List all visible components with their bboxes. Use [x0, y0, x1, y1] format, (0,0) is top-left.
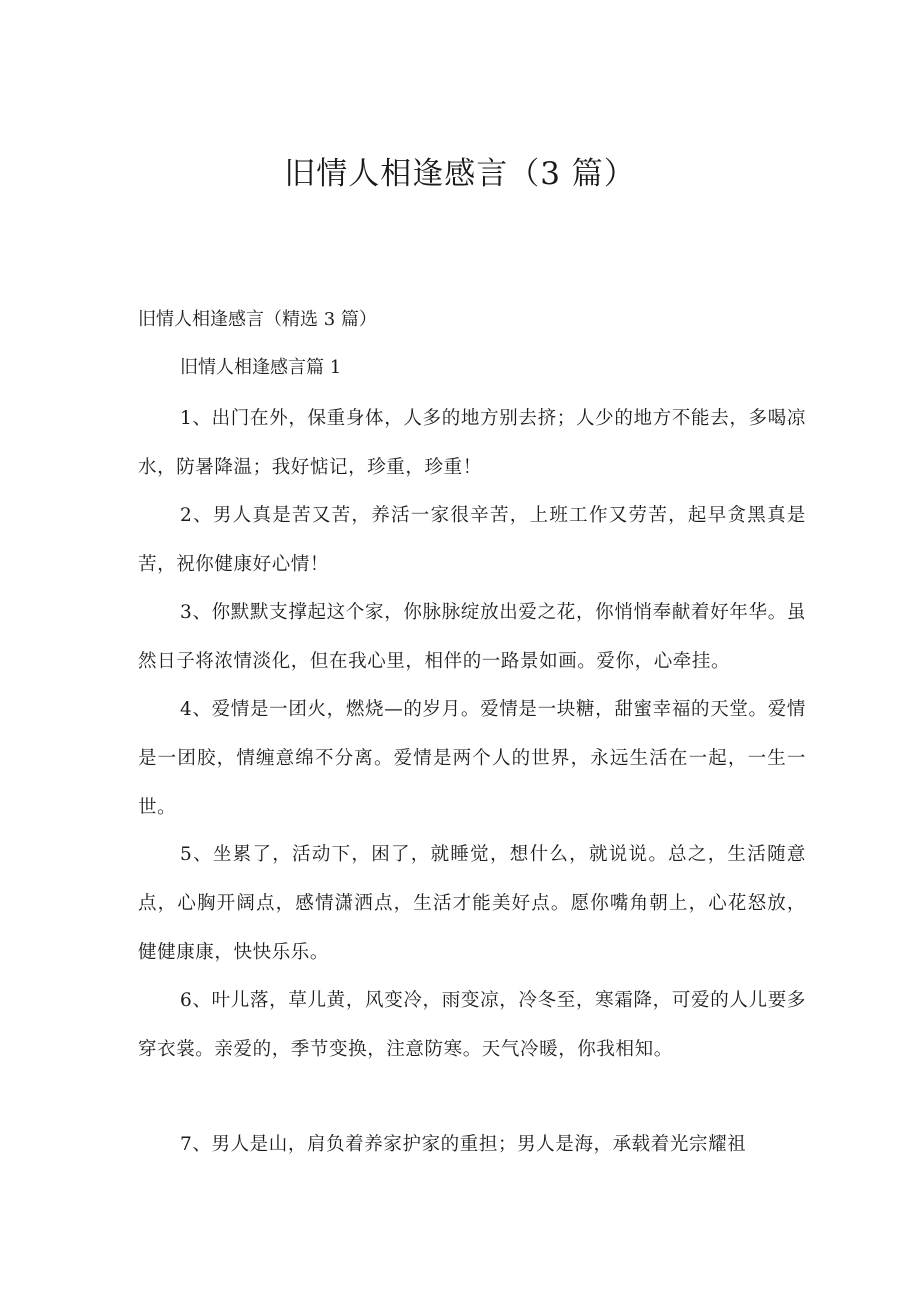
paragraph-6: 6、叶儿落，草儿黄，风变冷，雨变凉，冷冬至，寒霜降，可爱的人儿要多穿衣裳。亲爱的，季节变换，注意防寒。天气冷暖，你我相知。 [138, 990, 806, 1060]
section-heading: 旧情人相逢感言篇 1 [180, 357, 342, 378]
paragraph-1: 1、出门在外，保重身体，人多的地方别去挤；人少的地方不能去，多喝凉水，防暑降温；我好惦记，珍重，珍重！ [138, 408, 806, 478]
paragraph-4: 4、爱情是一团火，燃烧—的岁月。爱情是一块糖，甜蜜幸福的天堂。爱情是一团胶，情缠意绵不分离。爱情是两个人的世界，永远生活在一起，一生一世。 [138, 699, 806, 818]
paragraph-3: 3、你默默支撑起这个家，你脉脉绽放出爱之花，你悄悄奉献着好年华。虽然日子将浓情淡化，但在我心里，相伴的一路景如画。爱你，心牵挂。 [138, 602, 806, 672]
document-title: 旧情人相逢感言（3 篇） [284, 156, 636, 192]
paragraph-5: 5、坐累了，活动下，困了，就睡觉，想什么，就说说。总之，生活随意点，心胸开阔点，感情潇洒点，生活才能美好点。愿你嘴角朝上，心花怒放，健健康康，快快乐乐。 [138, 844, 806, 963]
paragraph-2: 2、男人真是苦又苦，养活一家很辛苦，上班工作又劳苦，起早贪黑真是苦，祝你健康好心情！ [138, 505, 806, 575]
document-subtitle: 旧情人相逢感言（精选 3 篇） [138, 309, 377, 330]
paragraph-7: 7、男人是山，肩负着养家护家的重担；男人是海，承载着光宗耀祖 [180, 1134, 747, 1155]
